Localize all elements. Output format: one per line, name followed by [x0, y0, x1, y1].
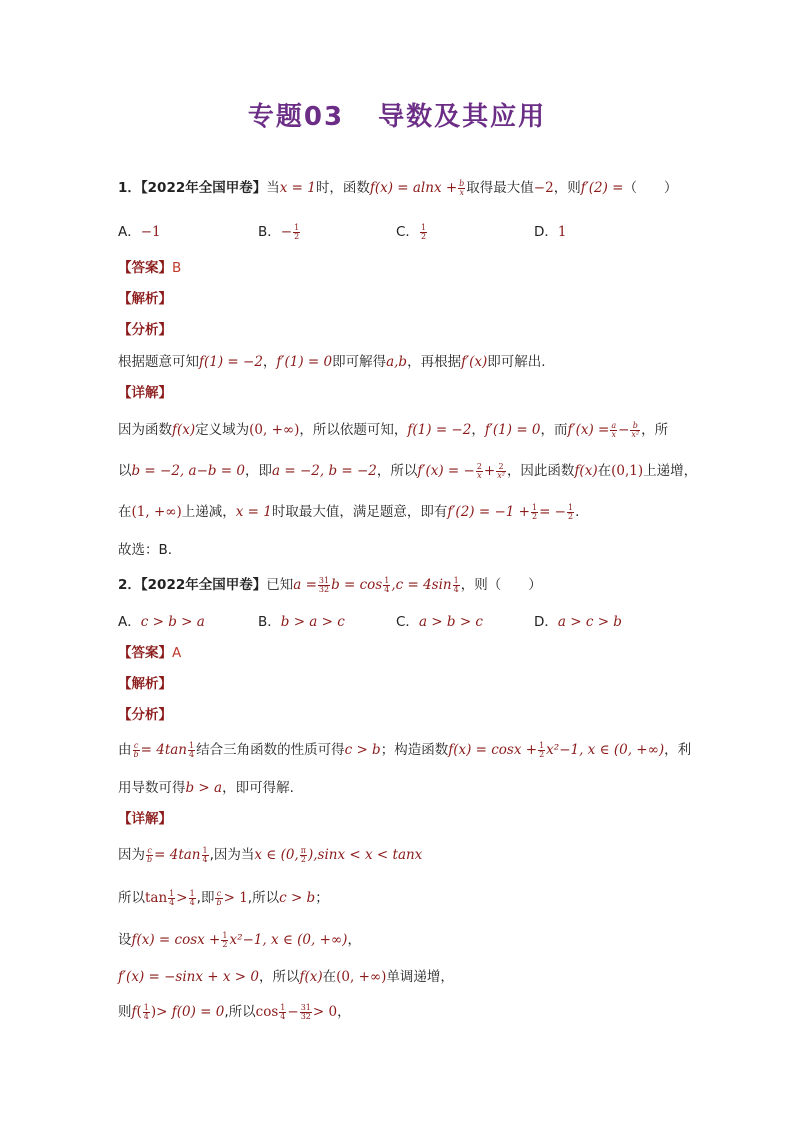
- q1-conclusion: 故选：B.: [118, 542, 173, 558]
- q1-options: [118, 222, 678, 242]
- q2-answer-value: A: [172, 645, 182, 661]
- q1-answer-value: B: [172, 260, 182, 276]
- q2-source: 【2022年全国甲卷】: [140, 577, 267, 593]
- q2-detail-line-4: f′(x) = −sinx + x > 0，所以f(x)在(0, +∞)单调递增，: [118, 969, 454, 985]
- q1-number: 1．: [118, 180, 141, 196]
- q2-detail-line-2: 所以tan $\frac{1}{4}$ > $\frac{1}{4}$ ,即 $\frac{c}{b}$ > 1,所以c > b；: [118, 888, 329, 907]
- q2-analysis-label: 【解析】: [118, 676, 172, 692]
- q1-math-x1: x = 1: [279, 180, 316, 196]
- q2-detail-line-3: 设f(x) = cosx + $\frac{1}{2}$ x²−1, x ∈ (0, +∞)，: [118, 930, 361, 949]
- q1-analysis-label: 【解析】: [118, 291, 172, 307]
- q1-stem-text: 当: [266, 180, 280, 196]
- q1-stem-text: 取得最大值: [466, 180, 534, 196]
- q1-math-fx: f(x) = alnx +: [369, 180, 458, 196]
- q1-fenxi-label: 【分析】: [118, 322, 172, 338]
- q2-fenxi-line-1: 由 $\frac{c}{b}$ = 4tan $\frac{1}{4}$ 结合三角函数的性质可得c > b；构造函数f(x) = cosx + $\frac{1}{2}$ x²−1, x ∈ (0, +∞)，利: [118, 740, 692, 759]
- q1-detail-line-2: 以b = −2, a−b = 0，即a = −2, b = −2，所以f′(x) = − $\frac{2}{x}$ + $\frac{2}{\text{x²}}$ ，因此函数f(x)在(0,1)上递增，: [118, 461, 698, 480]
- q1-option-a: A．−1: [118, 224, 161, 240]
- q2-stem: 2．【2022年全国甲卷】已知a = $\frac{31}{32}$ b = cos $\frac{1}{4}$ ,c = 4sin $\frac{1}{4}$ ，则（ ）: [118, 575, 542, 594]
- page-title: [0, 96, 794, 133]
- q1-option-c: C． $\frac{1}{2}$: [396, 222, 427, 241]
- q1-math-max: −2: [533, 180, 554, 196]
- q2-detail-label: 【详解】: [118, 811, 172, 827]
- q2-fenxi-line-2: 用导数可得b > a，即可得解.: [118, 780, 294, 796]
- q1-option-d: D．1: [534, 224, 567, 240]
- q2-detail-line-5: 则f( $\frac{1}{4}$ )> f(0) = 0,所以cos $\frac{1}{4}$ − $\frac{31}{32}$ > 0，: [118, 1002, 351, 1021]
- q1-paren: （ ）: [623, 180, 678, 196]
- q1-detail-line-1: 因为函数f(x)定义域为(0, +∞)，所以依题可知，f(1) = −2，f′(1) = 0，而f′(x) = $\frac{a}{x}$ − $\frac{b}{\text{x²}}$ ，所: [118, 420, 669, 439]
- q1-fenxi-text: 根据题意可知f(1) = −2，f′(1) = 0即可解得a,b，再根据f′(x)即可解出.: [118, 354, 546, 370]
- q1-detail-line-3: 在(1, +∞)上递减，x = 1时取最大值，满足题意，即有f′(2) = −1 + $\frac{1}{2}$ = − $\frac{1}{2}$ .: [118, 502, 580, 521]
- q2-answer: 【答案】A: [118, 645, 182, 661]
- q2-fenxi-label: 【分析】: [118, 707, 172, 723]
- q1-frac-bx: $\frac{b}{x}$: [459, 178, 465, 197]
- q2-option-c: C．a > b > c: [396, 614, 483, 630]
- q1-source: 【2022年全国甲卷】: [140, 180, 267, 196]
- q1-answer: [118, 258, 181, 278]
- q2-options: [118, 612, 678, 632]
- q1-math-fp2: f′(2) =: [580, 180, 624, 196]
- q1-stem: [118, 178, 678, 198]
- title-part2: 导数及其应用: [378, 102, 547, 132]
- q2-option-a: A．c > b > a: [118, 614, 205, 630]
- q2-detail-line-1: 因为 $\frac{c}{b}$ = 4tan $\frac{1}{4}$ ,因为当x ∈ (0, $\frac{\pi}{2}$ ),sinx < x < tanx: [118, 845, 423, 864]
- q1-option-b: B．− $\frac{1}{2}$: [258, 222, 300, 241]
- q2-number: 2．: [118, 577, 141, 593]
- q1-answer-label: 【答案】: [118, 260, 172, 276]
- q1-detail-label: 【详解】: [118, 385, 172, 401]
- q2-option-b: B．b > a > c: [258, 614, 345, 630]
- q1-stem-text: ，则: [553, 180, 581, 196]
- q1-stem-text: 时，函数: [315, 180, 370, 196]
- q2-option-d: D．a > c > b: [534, 614, 622, 630]
- title-part1: 专题03: [247, 102, 345, 132]
